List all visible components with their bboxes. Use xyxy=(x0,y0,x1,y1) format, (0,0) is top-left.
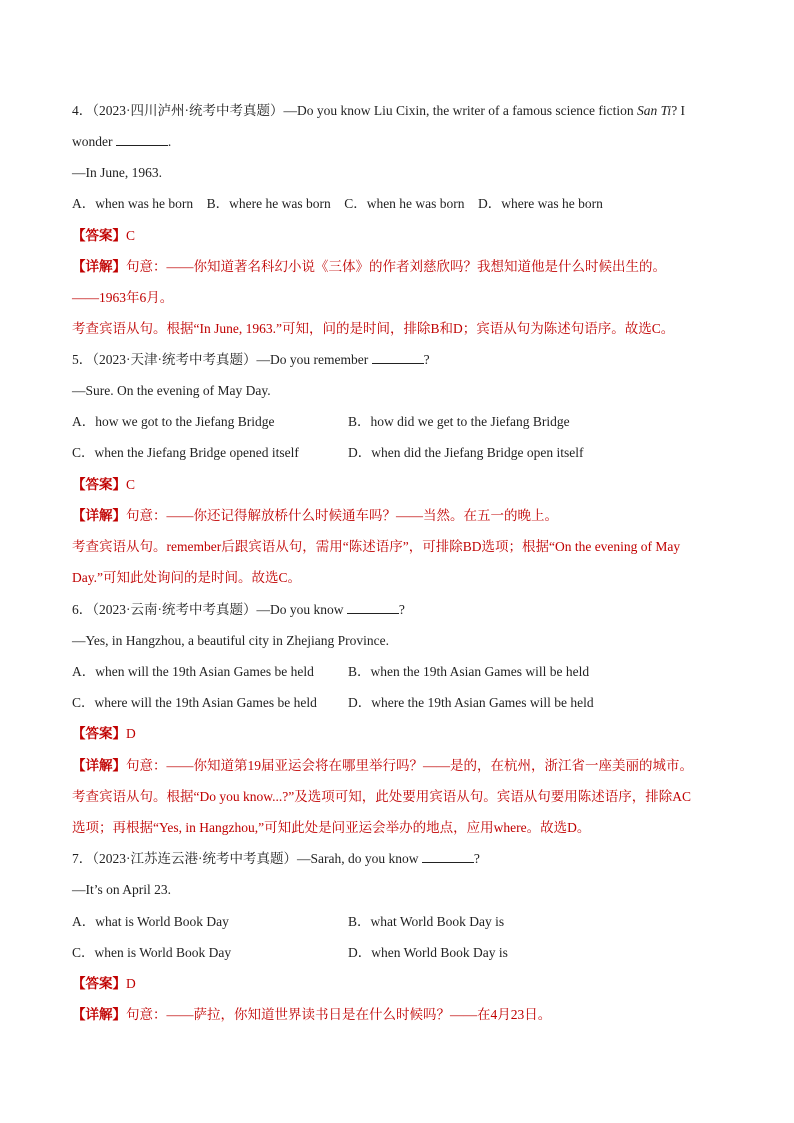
q7-detail: 【详解】句意：——萨拉，你知道世界读书日是在什么时候吗？——在4月23日。 xyxy=(72,1007,552,1022)
q5-option-b: B．how did we get to the Jiefang Bridge xyxy=(348,414,570,429)
q5-option-c: C．when the Jiefang Bridge opened itself xyxy=(72,445,299,460)
q5-answer: 【答案】C xyxy=(72,477,136,492)
q4-book-title: San Ti xyxy=(637,103,672,118)
q4-detail: 【详解】句意：——你知道著名科幻小说《三体》的作者刘慈欣吗？我想知道他是什么时候出生的。 xyxy=(72,259,666,274)
q7-answer: 【答案】D xyxy=(72,976,136,991)
q4-stem-text: 4．（2023·四川泸州·统考中考真题）—Do you know Liu Cixin, the writer of a famous science fiction xyxy=(72,103,638,118)
q4-reply: —In June, 1963. xyxy=(72,165,162,180)
q5-stem: 5．（2023·天津·统考中考真题）—Do you remember ? xyxy=(72,352,430,367)
q4-stem xyxy=(72,102,734,120)
q6-option-a: A．when will the 19th Asian Games be held xyxy=(72,664,314,679)
q4-analysis: 考查宾语从句。根据“In June, 1963.”可知，问的是时间，排除B和D；宾语从句为陈述句语序。故选C。 xyxy=(72,321,675,336)
q6-stem: 6．（2023·云南·统考中考真题）—Do you know ? xyxy=(72,602,405,617)
q7-option-b: B．what World Book Day is xyxy=(348,914,505,929)
q7-stem: 7．（2023·江苏连云港·统考中考真题）—Sarah, do you know ? xyxy=(72,851,480,866)
q6-option-c: C．where will the 19th Asian Games be held xyxy=(72,695,317,710)
q7-blank xyxy=(422,850,474,863)
q7-reply: —It’s on April 23. xyxy=(72,882,172,897)
q6-answer-value: D xyxy=(126,726,136,741)
q5-blank xyxy=(372,351,424,364)
q6-reply: —Yes, in Hangzhou, a beautiful city in Zhejiang Province. xyxy=(72,633,389,648)
q6-option-b: B．when the 19th Asian Games will be held xyxy=(348,664,590,679)
q5-option-d: D．when did the Jiefang Bridge open itself xyxy=(348,445,584,460)
q6-analysis-2: 选项；再根据“Yes, in Hangzhou,”可知此处是问亚运会举办的地点，应用where。故选D。 xyxy=(72,820,591,835)
q5-answer-value: C xyxy=(126,477,136,492)
q7-option-d: D．when World Book Day is xyxy=(348,945,508,960)
q6-detail: 【详解】句意：——你知道第19届亚运会将在哪里举行吗？——是的，在杭州，浙江省一座美丽的城市。 xyxy=(72,758,693,773)
q4-options: A．when was he born B．where he was born C．when he was born D．where was he born xyxy=(72,196,603,211)
detail-label: 【详解】 xyxy=(72,259,126,274)
q5-detail: 【详解】句意：——你还记得解放桥什么时候通车吗？——当然。在五一的晚上。 xyxy=(72,508,558,523)
q4-blank xyxy=(116,133,168,146)
q5-reply: —Sure. On the evening of May Day. xyxy=(72,383,271,398)
q7-answer-value: D xyxy=(126,976,136,991)
q5-analysis-2: Day.”可知此处询问的是时间。故选C。 xyxy=(72,570,301,585)
answer-label: 【答案】 xyxy=(72,228,126,243)
q6-answer: 【答案】D xyxy=(72,726,136,741)
q5-option-a: A．how we got to the Jiefang Bridge xyxy=(72,414,275,429)
q4-answer-value: C xyxy=(126,228,136,243)
q6-analysis-1: 考查宾语从句。根据“Do you know...?”及选项可知，此处要用宾语从句。宾语从句要用陈述语序，排除AC xyxy=(72,789,691,804)
q6-option-d: D．where the 19th Asian Games will be held xyxy=(348,695,594,710)
q5-analysis-1: 考查宾语从句。remember后跟宾语从句，需用“陈述语序”，可排除BD选项；根据“On the evening of May xyxy=(72,539,681,554)
q6-blank xyxy=(347,601,399,614)
q4-stem-end: ? I xyxy=(671,103,686,118)
q4-answer xyxy=(72,227,734,245)
q4-detail-2: ——1963年6月。 xyxy=(72,290,174,305)
q4-stem-line2: wonder . xyxy=(72,134,172,149)
q7-option-c: C．when is World Book Day xyxy=(72,945,232,960)
q7-option-a: A．what is World Book Day xyxy=(72,914,229,929)
